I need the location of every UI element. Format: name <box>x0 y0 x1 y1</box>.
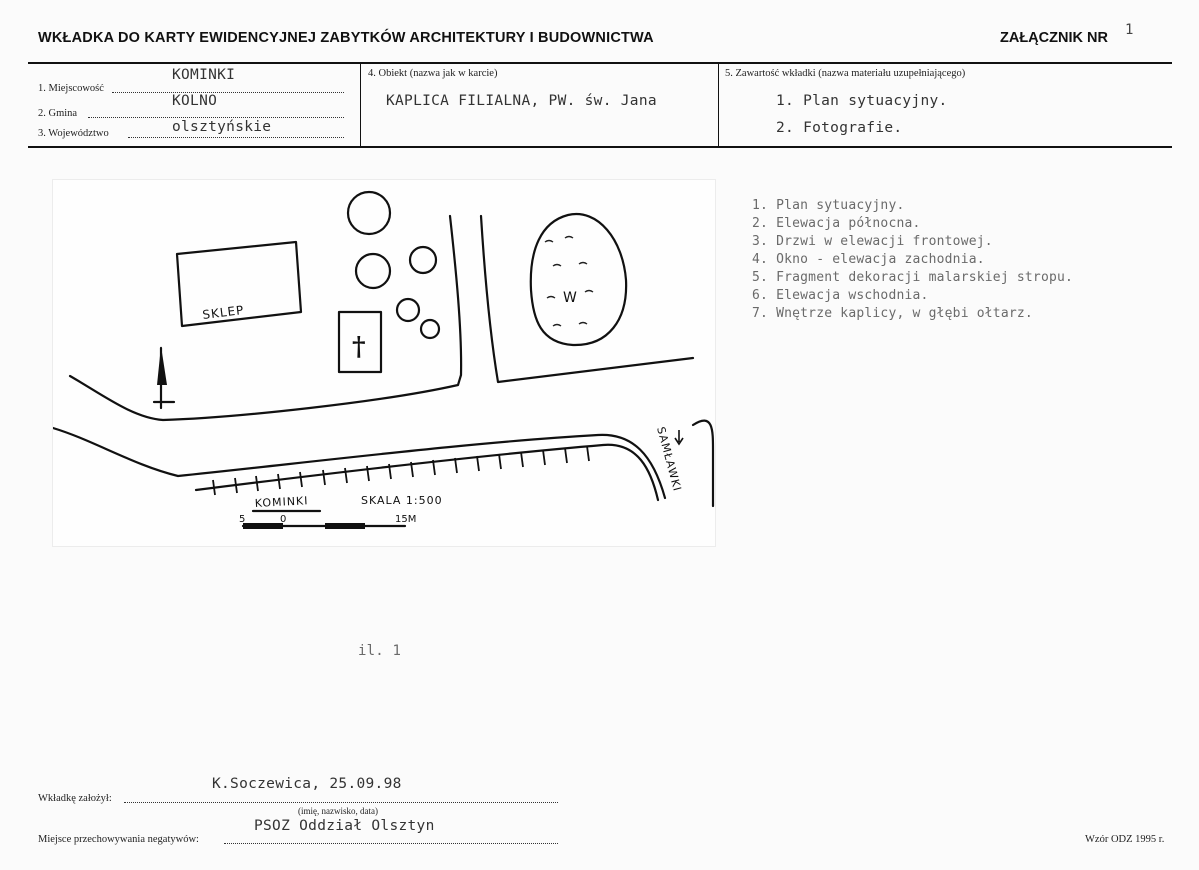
negatives-dotted-line <box>224 843 558 844</box>
scale-tick-label: 15M <box>395 514 417 525</box>
commune-label: 2. Gmina <box>38 108 78 119</box>
road-direction-arrow <box>675 430 683 444</box>
site-plan-sketch <box>53 180 715 546</box>
illustrations-list <box>752 197 1073 323</box>
header-bottom-rule <box>28 146 1172 148</box>
author-hint: (imię, nazwisko, data) <box>298 806 378 816</box>
pond-outline <box>531 214 626 345</box>
scale-bar-segment <box>325 523 365 529</box>
locality-value: KOMINKI <box>172 67 236 83</box>
list-item: 6. Elewacja wschodnia. <box>752 288 929 303</box>
scale-bar-segment <box>243 523 283 529</box>
author-dotted-line <box>124 802 558 803</box>
road-edge <box>693 421 713 506</box>
commune-value: KOLNO <box>172 93 218 109</box>
road-label-samlawki: SAMŁAWKI <box>654 425 684 494</box>
tree-circle <box>348 192 390 234</box>
tree-circle <box>397 299 419 321</box>
tree-circle <box>410 247 436 273</box>
object-value: KAPLICA FILIALNA, PW. św. Jana <box>386 93 657 109</box>
w-label: W <box>563 290 577 306</box>
scale-label: SKALA 1:500 <box>361 494 443 507</box>
author-value: K.Soczewica, 25.09.98 <box>212 776 402 792</box>
tree-circle <box>356 254 390 288</box>
document-title: WKŁADKA DO KARTY EWIDENCYJNEJ ZABYTKÓW ARCHITEKTURY I BUDOWNICTWA <box>38 30 654 46</box>
shop-label: SKLEP <box>201 302 246 322</box>
road-edge <box>70 216 461 420</box>
list-item: 2. Elewacja północna. <box>752 216 921 231</box>
list-item: 7. Wnętrze kaplicy, w głębi ołtarz. <box>752 306 1033 321</box>
voivodeship-label: 3. Województwo <box>38 128 109 139</box>
list-item: 5. Fragment dekoracji malarskiej stropu. <box>752 270 1074 285</box>
list-item: 4. Okno - elewacja zachodnia. <box>752 252 985 267</box>
scale-tick-label: 0 <box>280 514 287 525</box>
negatives-label: Miejsce przechowywania negatywów: <box>38 834 199 845</box>
commune-dotted-line <box>88 117 344 118</box>
figure-caption: il. 1 <box>358 643 402 659</box>
form-version: Wzór ODZ 1995 r. <box>1085 834 1165 845</box>
tree-circle <box>421 320 439 338</box>
locality-label: 1. Miejscowość <box>38 83 104 94</box>
column-divider-1 <box>360 63 361 147</box>
contents-item: 2. Fotografie. <box>776 120 903 136</box>
locality-dotted-line <box>112 92 344 93</box>
annex-label: ZAŁĄCZNIK NR <box>1000 30 1108 46</box>
contents-item: 1. Plan sytuacyjny. <box>776 93 948 109</box>
voivodeship-value: olsztyńskie <box>172 119 272 135</box>
annex-number: 1 <box>1125 22 1134 38</box>
pond-ripples <box>545 237 593 327</box>
chapel-cross: † <box>352 332 366 362</box>
scale-tick-label: 5 <box>239 514 246 525</box>
object-label: 4. Obiekt (nazwa jak w karcie) <box>368 68 498 79</box>
village-label: KOMINKI <box>254 494 309 510</box>
negatives-value: PSOZ Oddział Olsztyn <box>254 818 435 834</box>
voivodeship-dotted-line <box>128 137 344 138</box>
header-top-rule <box>28 62 1172 64</box>
contents-label: 5. Zawartość wkładki (nazwa materiału uzupełniającego) <box>725 68 966 79</box>
column-divider-2 <box>718 63 719 147</box>
site-plan-drawing <box>53 180 715 546</box>
list-item: 3. Drzwi w elewacji frontowej. <box>752 234 993 249</box>
road-edge <box>53 428 665 498</box>
author-label: Wkładkę założył: <box>38 793 112 804</box>
road-edge <box>481 216 693 382</box>
list-item: 1. Plan sytuacyjny. <box>752 198 905 213</box>
fence-ticks <box>213 446 589 495</box>
